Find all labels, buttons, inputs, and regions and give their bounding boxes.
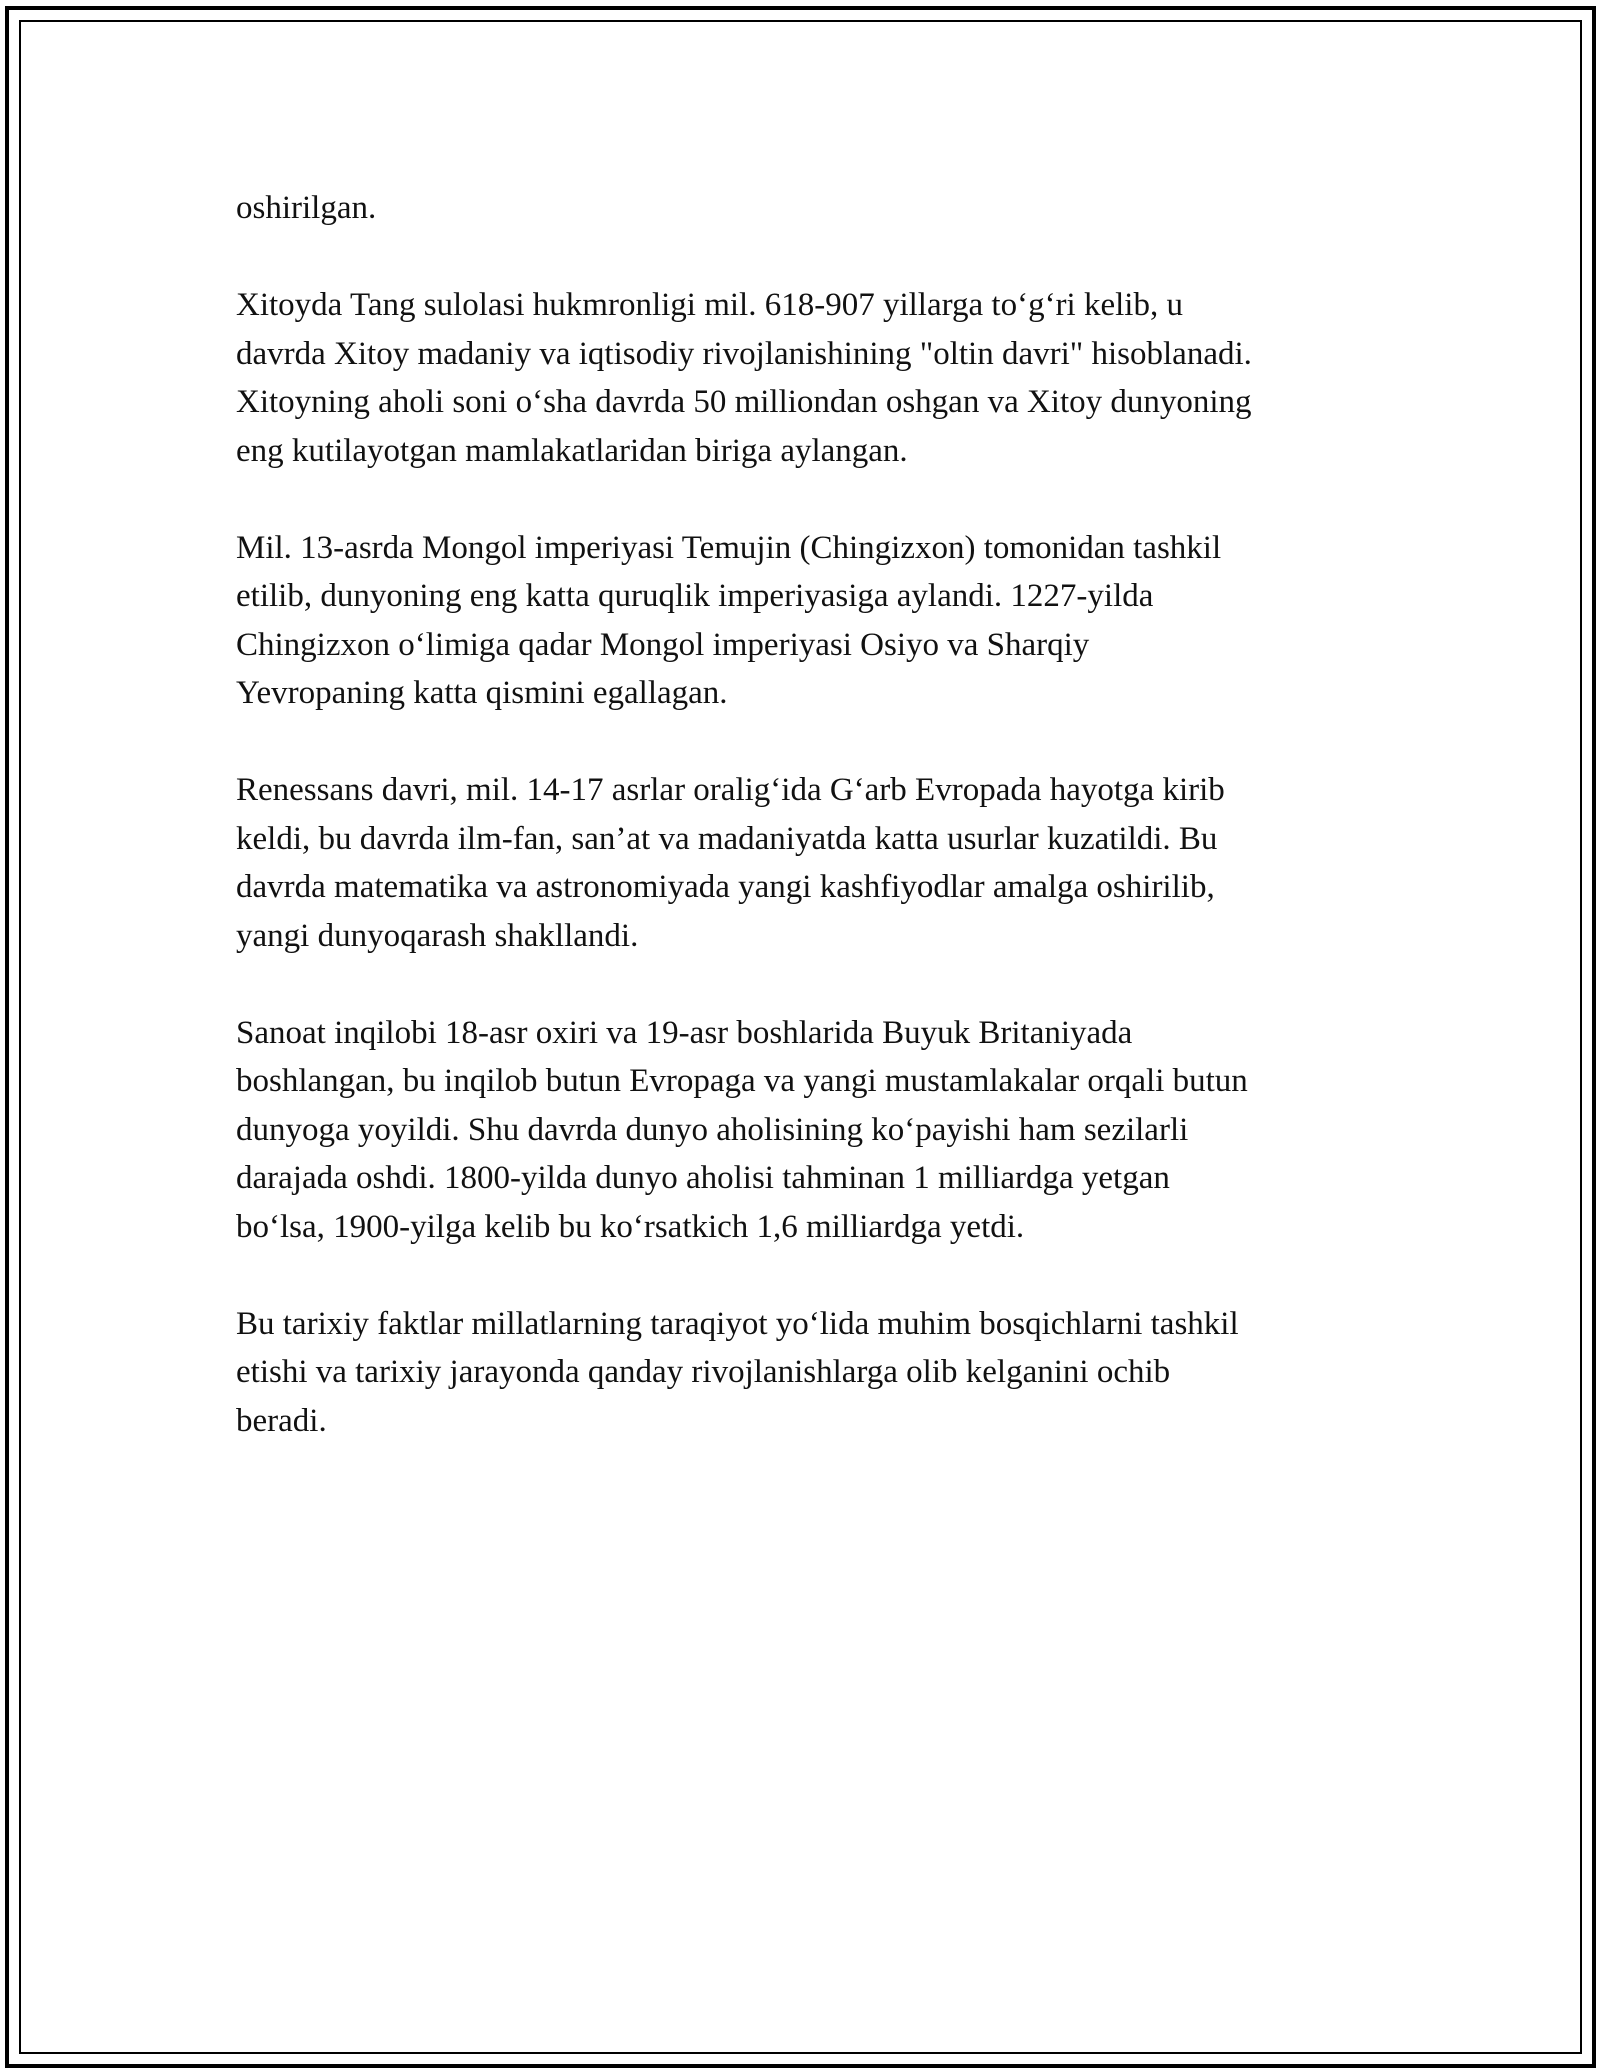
paragraph-industrial-revolution: Sanoat inqilobi 18-asr oxiri va 19-asr boshlarida Buyuk Britaniyada boshlangan, bu inqilob butun Evropaga va yangi mustamlakalar orqali butun dunyoga yoyildi. Shu davrda dunyo aholisining ko‘payishi ham sezilarli darajada oshdi. 1800-yilda dunyo aholisi tahminan 1 milliardga yetgan bo‘lsa, 1900-yilga kelib bu ko‘rsatkich 1,6 milliardga yetdi. bbox=[236, 1014, 1248, 1245]
document-body bbox=[236, 184, 1396, 1494]
paragraph-conclusion: Bu tarixiy faktlar millatlarning taraqiyot yo‘lida muhim bosqichlarni tashkil etishi va tarixiy jarayonda qanday rivojlanishlarga olib kelganini ochib beradi. bbox=[236, 1305, 1239, 1439]
paragraph-mongol-empire: Mil. 13-asrda Mongol imperiyasi Temujin (Chingizxon) tomonidan tashkil etilib, dunyoning eng katta quruqlik imperiyasiga aylandi. 1227-yilda Chingizxon o‘limiga qadar Mongol imperiyasi Osiyo va Sharqiy Yevropaning katta qismini egallagan. bbox=[236, 529, 1222, 711]
paragraph-continuation: oshirilgan. bbox=[236, 190, 377, 226]
paragraph-tang-dynasty: Xitoyda Tang sulolasi hukmronligi mil. 618-907 yillarga to‘g‘ri kelib, u davrda Xitoy madaniy va iqtisodiy rivojlanishining "oltin davri" hisoblanadi. Xitoyning aholi soni o‘sha davrda 50 milliondan oshgan va Xitoy dunyoning eng kutilayotgan mamlakatlaridan biriga aylangan. bbox=[236, 287, 1252, 469]
paragraph-renaissance: Renessans davri, mil. 14-17 asrlar oralig‘ida G‘arb Evropada hayotga kirib keldi, bu davrda ilm-fan, san’at va madaniyatda katta usurlar kuzatildi. Bu davrda matematika va astronomiyada yangi kashfiyodlar amalga oshirilib, yangi dunyoqarash shakllandi. bbox=[236, 772, 1225, 954]
